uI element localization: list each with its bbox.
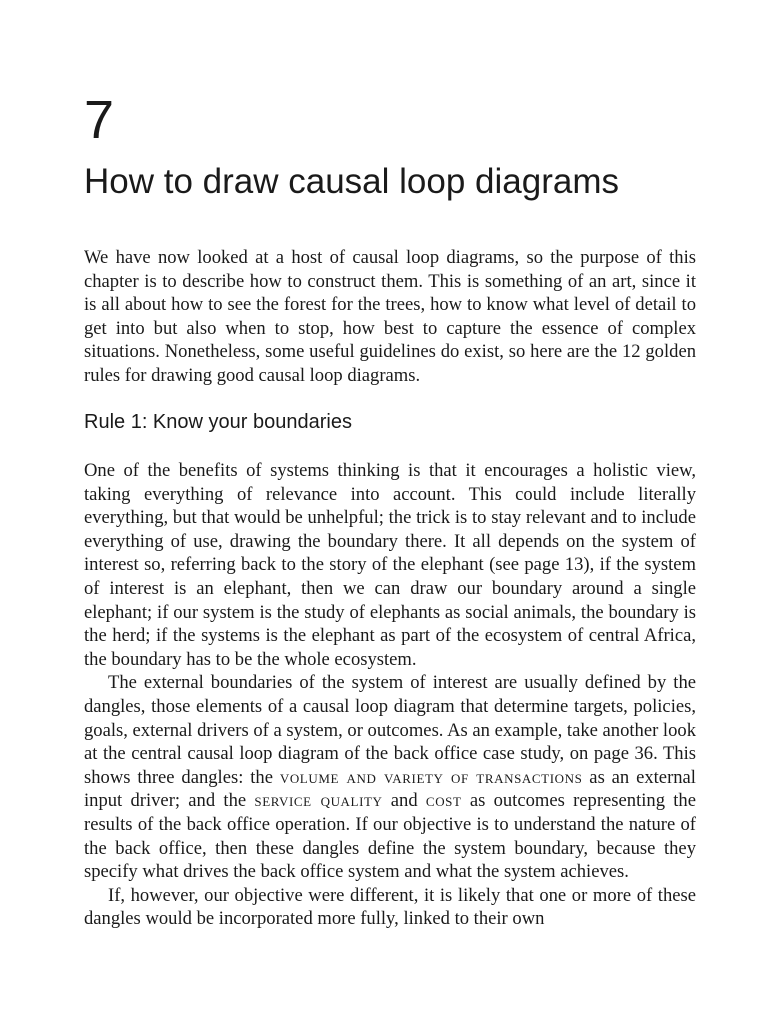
- chapter-number: 7: [84, 90, 114, 150]
- paragraph-3: If, however, our objective were different, it is likely that one or more of these dangles would be incorporated more fully, linked to their own: [84, 884, 696, 930]
- paragraph-2-text-c: and: [382, 790, 426, 812]
- paragraph-2-text-a: The external boundaries of the system of interest are usually defined by the dangles, those elements of a causal loop diagram that determine targets, policies, goals, external drivers of a system, or outcomes. As an example, take another look at the central causal loop diagram of the back office case study, on page 36. This shows three dangles: the: [84, 672, 696, 788]
- paragraph-2-text-d: as outcomes representing the results of the back office operation. If our objective is to understand the nature of the back office, then these dangles define the system boundary, because they specify what drives the back office system and what the system achieves.: [84, 790, 696, 883]
- term-service-quality: service quality: [254, 790, 383, 812]
- section-body: [84, 459, 696, 931]
- term-cost: cost: [425, 790, 462, 812]
- paragraph-2-text-b: as an external input driver; and the: [84, 766, 696, 812]
- paragraph-2: [84, 671, 696, 883]
- term-volume-and-variety: volume and variety of transactions: [279, 766, 583, 788]
- chapter-title: How to draw causal loop diagrams: [84, 162, 619, 201]
- section-heading: Rule 1: Know your boundaries: [84, 411, 352, 433]
- book-page: [84, 0, 696, 1024]
- paragraph-1: One of the benefits of systems thinking is that it encourages a holistic view, taking everything of relevance into account. This could include literally everything, but that would be unhelpful; the trick is to stay relevant and to include everything of use, drawing the boundary there. It all depends on the system of interest so, referring back to the story of the elephant (see page 13), if the system of interest is an elephant, then we can draw our boundary around a single elephant; if our system is the study of elephants as social animals, the boundary is the herd; if the systems is the elephant as part of the ecosystem of central Africa, the boundary has to be the whole ecosystem.: [84, 460, 696, 670]
- intro-paragraph: We have now looked at a host of causal loop diagrams, so the purpose of this chapter is to describe how to construct them. This is something of an art, since it is all about how to see the forest for the trees, how to know what level of detail to get into but also when to stop, how best to capture the essence of complex situations. Nonetheless, some useful guidelines do exist, so here are the 12 golden rules for drawing good causal loop diagrams.: [84, 247, 696, 386]
